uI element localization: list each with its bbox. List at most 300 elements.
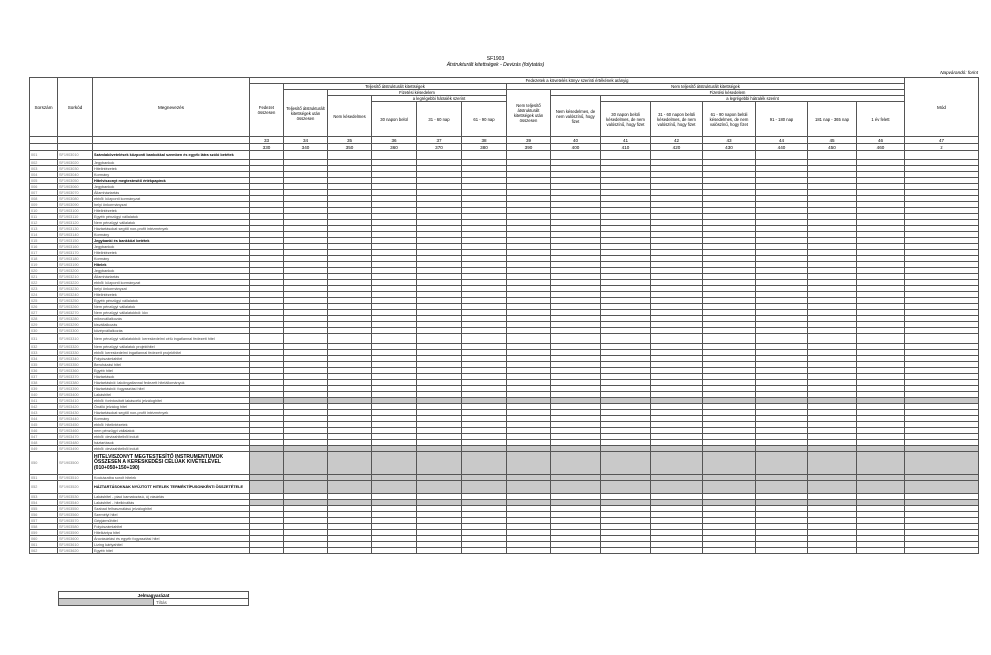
row-name: ebből: devizahitelből indult (93, 434, 250, 440)
row-code: SF1903440 (58, 416, 93, 422)
table-row (30, 481, 979, 494)
row-number: 007 (30, 190, 58, 196)
data-cell[interactable] (372, 334, 417, 344)
data-cell[interactable] (250, 151, 284, 160)
row-code: SF1903260 (58, 304, 93, 310)
row-code: SF1903570 (58, 518, 93, 524)
row-name: Hitelintézetek (93, 292, 250, 298)
row-name: Szabad felhasználású jelzáloghitel (93, 506, 250, 512)
data-cell[interactable] (703, 151, 756, 160)
header-col-40: Nem késedelmes, de nem valószínű, hogy fizet (551, 96, 601, 137)
row-number: 011 (30, 214, 58, 220)
row-number: 021 (30, 274, 58, 280)
row-name: HITELVISZONYT MEGTESTESÍTŐ INSTRUMENTUMOK ÖSSZESEN A KERESKEDÉSI CÉLÚAK KIVÉTELÉVEL (010+050+150+190) (93, 452, 250, 475)
data-cell[interactable] (808, 548, 857, 554)
data-cell[interactable] (703, 481, 756, 494)
data-cell[interactable] (651, 151, 703, 160)
row-name: Kockázatba sorolt hitelek (93, 475, 250, 481)
data-cell[interactable] (507, 334, 551, 344)
row-name: Egyéb pénzügyi vállalatok (93, 298, 250, 304)
row-name: Hitelek (93, 262, 250, 268)
header-col-38: 61 - 90 nap (462, 102, 507, 137)
row-name: Folyószámlahitel (93, 524, 250, 530)
row-code: SF1903240 (58, 292, 93, 298)
column-code: 460 (857, 144, 905, 151)
row-number: 026 (30, 304, 58, 310)
row-number: 010 (30, 208, 58, 214)
row-number: 017 (30, 250, 58, 256)
row-name: Jegybankok (93, 268, 250, 274)
row-name: Kormány (93, 416, 250, 422)
data-cell[interactable] (808, 151, 857, 160)
data-cell[interactable] (462, 151, 507, 160)
row-name: Lakáshitel - piaci kamatozású, új vásárlás (93, 494, 250, 500)
data-cell[interactable] (905, 151, 979, 160)
row-code: SF1903360 (58, 368, 93, 374)
header-top-group: Fedezetek a követelés könyv szerinti értékének arányig (250, 78, 905, 84)
column-number: 45 (808, 137, 857, 144)
row-name: ebből: központi kormányzat (93, 280, 250, 286)
data-cell[interactable] (284, 452, 328, 475)
row-name: Áruvásárlási és egyéb fogyasztási hitel (93, 536, 250, 542)
header-perf-group: Teljesítő átstrukturált kitettségek (284, 84, 507, 90)
row-name: kisvállalkozás (93, 322, 250, 328)
row-number: 056 (30, 512, 58, 518)
row-number: 019 (30, 262, 58, 268)
data-cell[interactable] (808, 452, 857, 475)
data-cell[interactable] (372, 151, 417, 160)
row-code: SF1903560 (58, 512, 93, 518)
row-number: 025 (30, 298, 58, 304)
data-cell[interactable] (857, 151, 905, 160)
row-code: SF1903040 (58, 172, 93, 178)
data-cell[interactable] (507, 151, 551, 160)
row-number: 031 (30, 334, 58, 344)
row-number: 053 (30, 494, 58, 500)
row-code: SF1903350 (58, 362, 93, 368)
data-cell[interactable] (417, 452, 462, 475)
row-number: 014 (30, 232, 58, 238)
header-col-43: 61 - 90 napon belüli késedelmes, de nem valószínű, hogy fizet (703, 102, 756, 137)
column-code: 420 (651, 144, 703, 151)
row-number: 035 (30, 362, 58, 368)
row-name: Nem pénzügyi vállalatokból: kkv (93, 310, 250, 316)
row-number: 023 (30, 286, 58, 292)
column-code: 350 (328, 144, 372, 151)
row-name: Önálló jelzálog hitel (93, 404, 250, 410)
data-cell[interactable] (703, 334, 756, 344)
column-code: 410 (601, 144, 651, 151)
column-code: 330 (250, 144, 284, 151)
row-code: SF1903610 (58, 542, 93, 548)
data-cell[interactable] (601, 548, 651, 554)
row-code: SF1903580 (58, 524, 93, 530)
row-name: háztartások (93, 440, 250, 446)
data-cell[interactable] (601, 481, 651, 494)
column-code-row (30, 144, 979, 151)
row-number: 027 (30, 310, 58, 316)
row-number: 004 (30, 172, 58, 178)
row-number: 036 (30, 368, 58, 374)
data-cell[interactable] (284, 481, 328, 494)
header-col-33: Fedezet összesen (250, 84, 284, 137)
header-mod: Mód (905, 78, 979, 137)
row-number: 052 (30, 481, 58, 494)
column-number: 38 (462, 137, 507, 144)
header-perf-delay: Fizetési késedelem (328, 90, 507, 96)
row-code: SF1903280 (58, 316, 93, 322)
row-code: SF1903390 (58, 386, 93, 392)
row-number: 032 (30, 344, 58, 350)
row-code: SF1903170 (58, 250, 93, 256)
column-number: 46 (857, 137, 905, 144)
row-number: 059 (30, 530, 58, 536)
row-code: SF1903330 (58, 350, 93, 356)
row-name: Háztartásból: lakóingatlannal fedezett hitelállományok (93, 380, 250, 386)
row-code: SF1903290 (58, 322, 93, 328)
row-number: 044 (30, 416, 58, 422)
row-name: Hitelintézetek (93, 208, 250, 214)
header-nonperf-arrears: a legrégebbi hátralék szerint (601, 96, 905, 102)
row-number: 038 (30, 380, 58, 386)
row-number: 048 (30, 440, 58, 446)
row-name: ebből: forintosított lakáscélú jelzáloghitel (93, 398, 250, 404)
header-col-37: 31 - 60 nap (417, 102, 462, 137)
row-code: SF1903300 (58, 328, 93, 334)
row-code: SF1903200 (58, 268, 93, 274)
row-name: Nem pénzügyi vállalatok (93, 304, 250, 310)
row-number: 040 (30, 392, 58, 398)
row-name: Kormány (93, 172, 250, 178)
data-cell[interactable] (250, 334, 284, 344)
row-code: SF1903480 (58, 440, 93, 446)
row-name: Államháztartás (93, 274, 250, 280)
row-code: SF1903600 (58, 536, 93, 542)
row-name: Kormány (93, 232, 250, 238)
row-number: 037 (30, 374, 58, 380)
row-name: középvállalkozás (93, 328, 250, 334)
data-cell[interactable] (857, 481, 905, 494)
row-code: SF1903160 (58, 244, 93, 250)
data-cell[interactable] (417, 481, 462, 494)
data-cell[interactable] (372, 452, 417, 475)
data-cell[interactable] (250, 481, 284, 494)
row-name: Hitelintézetek (93, 166, 250, 172)
row-code: SF1903060 (58, 184, 93, 190)
row-code: SF1903210 (58, 274, 93, 280)
row-code: SF1903410 (58, 398, 93, 404)
data-cell[interactable] (462, 452, 507, 475)
data-cell[interactable] (756, 334, 808, 344)
data-cell[interactable] (507, 481, 551, 494)
row-code: SF1903420 (58, 404, 93, 410)
row-name: Jegybankok (93, 160, 250, 166)
row-number: 054 (30, 500, 58, 506)
row-code: SF1903430 (58, 410, 93, 416)
data-cell[interactable] (857, 548, 905, 554)
table-row (30, 334, 979, 344)
row-number: 039 (30, 386, 58, 392)
data-cell[interactable] (328, 548, 372, 554)
row-name: ebből: hitelintézetek (93, 422, 250, 428)
header-col-39: Nem teljesítő átstrukturált kitettségek után összesen (507, 90, 551, 137)
data-cell[interactable] (601, 452, 651, 475)
header-col-45: 181 nap - 365 nap (808, 102, 857, 137)
data-cell[interactable] (417, 334, 462, 344)
data-cell[interactable] (250, 452, 284, 475)
row-number: 005 (30, 178, 58, 184)
header-col-42: 31 - 60 napon belüli késedelmes, de nem valószínű, hogy fizet (651, 102, 703, 137)
row-name: Lakáshitel - hitelkiváltás (93, 500, 250, 506)
header-row-code: Sorkód (58, 78, 93, 137)
table-row (30, 151, 979, 160)
header-nonperf-group: Nem teljesítő átstrukturált kitettségek (507, 84, 905, 90)
column-number: 36 (372, 137, 417, 144)
data-cell[interactable] (328, 481, 372, 494)
column-number: 43 (703, 137, 756, 144)
row-code: SF1903310 (58, 334, 93, 344)
column-number: 44 (756, 137, 808, 144)
column-number: 42 (651, 137, 703, 144)
row-number: 033 (30, 350, 58, 356)
row-code: SF1903140 (58, 232, 93, 238)
row-name: nem pénzügyi vállalatok (93, 428, 250, 434)
data-cell[interactable] (372, 481, 417, 494)
column-number: 34 (284, 137, 328, 144)
row-code: SF1903470 (58, 434, 93, 440)
row-number: 043 (30, 410, 58, 416)
data-cell[interactable] (551, 334, 601, 344)
row-code: SF1903510 (58, 475, 93, 481)
row-code: SF1903400 (58, 392, 93, 398)
row-number: 001 (30, 151, 58, 160)
data-cell[interactable] (905, 334, 979, 344)
row-name: Háztartásból: fogyasztási hitel (93, 386, 250, 392)
row-number: 062 (30, 548, 58, 554)
data-cell[interactable] (372, 548, 417, 554)
data-cell[interactable] (905, 481, 979, 494)
data-cell[interactable] (284, 151, 328, 160)
data-cell[interactable] (756, 481, 808, 494)
row-name: Személyi hitel (93, 512, 250, 518)
data-cell[interactable] (417, 151, 462, 160)
legend-item-label: Tiltás (154, 599, 249, 606)
data-cell[interactable] (551, 481, 601, 494)
row-name: Jegybankok (93, 244, 250, 250)
row-number: 018 (30, 256, 58, 262)
row-code: SF1903500 (58, 452, 93, 475)
row-number: 015 (30, 238, 58, 244)
column-code: 400 (551, 144, 601, 151)
row-code: SF1903620 (58, 548, 93, 554)
data-cell[interactable] (651, 481, 703, 494)
unit-label: Napvárandó: forint (940, 70, 978, 75)
row-number: 034 (30, 356, 58, 362)
data-cell[interactable] (328, 334, 372, 344)
row-number: 046 (30, 428, 58, 434)
row-code: SF1903550 (58, 506, 93, 512)
data-cell[interactable] (808, 334, 857, 344)
row-name: Államháztartás (93, 190, 250, 196)
row-name: Háztartásokat segítő non-profit intézmények (93, 226, 250, 232)
column-code: 440 (756, 144, 808, 151)
row-name: Háztartások (93, 374, 250, 380)
data-cell[interactable] (651, 452, 703, 475)
header-col-36: 30 napon belül (372, 102, 417, 137)
column-code: 370 (417, 144, 462, 151)
data-cell[interactable] (703, 548, 756, 554)
column-number: 39 (507, 137, 551, 144)
row-number: 024 (30, 292, 58, 298)
row-number: 006 (30, 184, 58, 190)
data-cell[interactable] (601, 334, 651, 344)
row-code: SF1903590 (58, 530, 93, 536)
data-cell[interactable] (462, 548, 507, 554)
header-col-34: Teljesítő átstrukturált kitettségek után összesen (284, 90, 328, 137)
row-number: 050 (30, 452, 58, 475)
data-cell[interactable] (756, 452, 808, 475)
data-cell[interactable] (250, 548, 284, 554)
report-table (29, 77, 979, 554)
header-col-41: 30 napon belüli késedelmes, de nem valószínű, hogy fizet (601, 102, 651, 137)
column-number-row (30, 137, 979, 144)
row-name: Hitelkártya hitel (93, 530, 250, 536)
legend-gray-swatch (59, 599, 154, 606)
column-code: 340 (284, 144, 328, 151)
row-name: Jegybanki és bankközi betétek (93, 238, 250, 244)
row-number: 002 (30, 160, 58, 166)
row-code: SF1903030 (58, 166, 93, 172)
data-cell[interactable] (462, 481, 507, 494)
row-name: mikrovállalkozás (93, 316, 250, 322)
data-cell[interactable] (328, 151, 372, 160)
column-number: 35 (328, 137, 372, 144)
data-cell[interactable] (651, 548, 703, 554)
table-body (30, 151, 979, 554)
column-code: 390 (507, 144, 551, 151)
data-cell[interactable] (284, 548, 328, 554)
row-number: 042 (30, 404, 58, 410)
column-number: 40 (551, 137, 601, 144)
data-cell[interactable] (551, 151, 601, 160)
row-number: 008 (30, 196, 58, 202)
data-cell[interactable] (703, 452, 756, 475)
row-code: SF1903490 (58, 446, 93, 452)
header-nonperf-delay: Fizetési késedelem (551, 90, 905, 96)
row-name: Lízing kártyahitel (93, 542, 250, 548)
row-code: SF1903190 (58, 262, 93, 268)
row-number: 003 (30, 166, 58, 172)
row-name: Beruházási hitel (93, 362, 250, 368)
row-number: 028 (30, 316, 58, 322)
row-name: Nem pénzügyi vállalatokból: kereskedelmi célú ingatlannal fedezett hitel (93, 334, 250, 344)
table-row (30, 452, 979, 475)
row-code: SF1903530 (58, 494, 93, 500)
row-name: ebből: központi kormányzat (93, 196, 250, 202)
row-code: SF1903460 (58, 428, 93, 434)
header-row-name: Megnevezés (93, 78, 250, 137)
data-cell[interactable] (756, 548, 808, 554)
row-code: SF1903380 (58, 380, 93, 386)
row-name: Kormány (93, 256, 250, 262)
row-code: SF1903120 (58, 220, 93, 226)
row-code: SF1903080 (58, 196, 93, 202)
data-cell[interactable] (284, 334, 328, 344)
column-code: 360 (372, 144, 417, 151)
data-cell[interactable] (808, 481, 857, 494)
row-name: Gépjárműhitel (93, 518, 250, 524)
data-cell[interactable] (551, 548, 601, 554)
row-code: SF1903070 (58, 190, 93, 196)
data-cell[interactable] (601, 151, 651, 160)
doc-subtitle: Átstrukturált kitettségek - Devizás (folytatás) (446, 62, 545, 68)
legend (58, 591, 249, 606)
row-number: 057 (30, 518, 58, 524)
row-number: 041 (30, 398, 58, 404)
data-cell[interactable] (905, 452, 979, 475)
row-code: SF1903230 (58, 286, 93, 292)
row-code: SF1903450 (58, 422, 93, 428)
row-code: SF1903250 (58, 298, 93, 304)
row-name: Hitelviszonyt megtestesítő értékpapírok (93, 178, 250, 184)
row-number: 045 (30, 422, 58, 428)
data-cell[interactable] (328, 452, 372, 475)
row-code: SF1903110 (58, 214, 93, 220)
row-number: 049 (30, 446, 58, 452)
header-col-44: 91 - 180 nap (756, 102, 808, 137)
data-cell[interactable] (551, 452, 601, 475)
row-code: SF1903370 (58, 374, 93, 380)
column-code: 430 (703, 144, 756, 151)
header-row-number: Sorszám (30, 78, 58, 137)
row-name: Nem pénzügyi vállalatok (93, 220, 250, 226)
data-cell[interactable] (857, 334, 905, 344)
data-cell[interactable] (462, 334, 507, 344)
row-code: SF1903220 (58, 280, 93, 286)
data-cell[interactable] (857, 452, 905, 475)
row-number: 020 (30, 268, 58, 274)
row-code: SF1903540 (58, 500, 93, 506)
row-code: SF1903180 (58, 256, 93, 262)
column-code: 450 (808, 144, 857, 151)
data-cell[interactable] (507, 452, 551, 475)
row-code: SF1903270 (58, 310, 93, 316)
data-cell[interactable] (507, 548, 551, 554)
data-cell[interactable] (417, 548, 462, 554)
row-name: Egyéb hitel (93, 368, 250, 374)
row-number: 061 (30, 542, 58, 548)
column-number: 33 (250, 137, 284, 144)
row-number: 051 (30, 475, 58, 481)
column-number: 41 (601, 137, 651, 144)
row-code: SF1903100 (58, 208, 93, 214)
data-cell[interactable] (651, 334, 703, 344)
row-name: Jegybankok (93, 184, 250, 190)
row-number: 022 (30, 280, 58, 286)
row-number: 030 (30, 328, 58, 334)
row-name: Egyéb hitel (93, 548, 250, 554)
data-cell[interactable] (756, 151, 808, 160)
header-col-46: 1 év felett (857, 102, 905, 137)
row-number: 058 (30, 524, 58, 530)
data-cell[interactable] (905, 548, 979, 554)
row-number: 009 (30, 202, 58, 208)
legend-title: Jelmagyarázat (59, 592, 249, 599)
row-code: SF1903020 (58, 160, 93, 166)
row-name: Nem pénzügyi vállalatok projekthitel (93, 344, 250, 350)
row-name: HÁZTARTÁSOKNAK NYÚJTOTT HITELEK TERMÉKTÍPUSONKÉNTI ÖSSZETÉTELE (93, 481, 250, 494)
row-name: helyi önkormányzat (93, 202, 250, 208)
